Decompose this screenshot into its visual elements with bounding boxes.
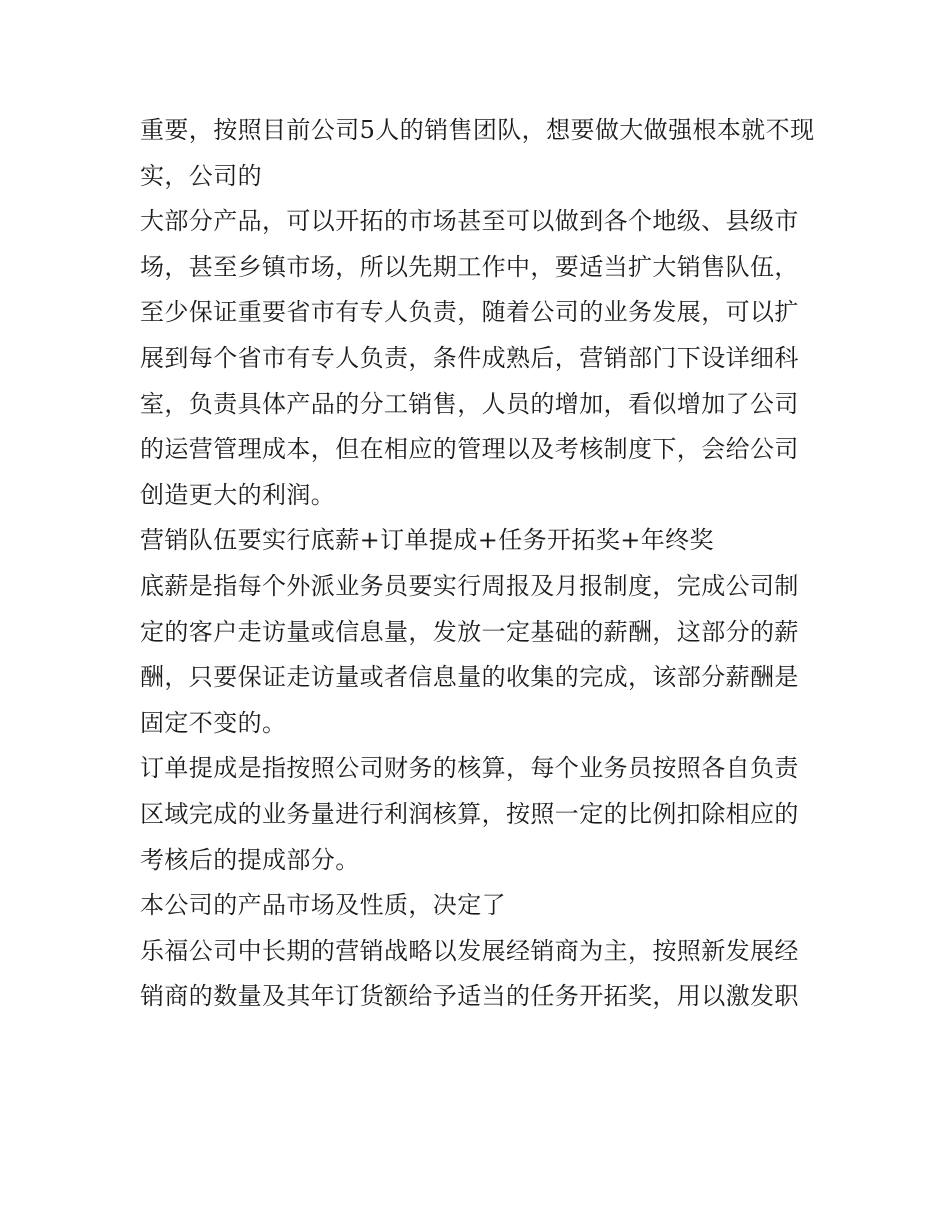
paragraph-dealer-strategy: 乐福公司中长期的营销战略以发展经销商为主，按照新发展经销商的数量及其年订货额给予适当的任务开拓奖，用以激发职: [140, 936, 799, 1011]
paragraph-order-commission: 订单提成是指按照公司财务的核算，每个业务员按照各自负责区域完成的业务量进行利润核算，按照一定的比例扣除相应的考核后的提成部分。: [140, 754, 799, 874]
paragraph-product-market: 本公司的产品市场及性质，决定了: [140, 891, 506, 920]
paragraph-team-size: 重要，按照目前公司5人的销售团队，想要做大做强根本就不现实，公司的: [140, 116, 815, 190]
paragraph-base-salary: 底薪是指每个外派业务员要实行周报及月报制度，完成公司制定的客户走访量或信息量，发放一定基础的薪酬，这部分的薪酬，只要保证走访量或者信息量的收集的完成，该部分薪酬是固定不变的。: [140, 571, 799, 737]
paragraph-compensation-structure: 营销队伍要实行底薪+订单提成+任务开拓奖+年终奖: [140, 526, 714, 555]
document-body: [140, 108, 820, 1020]
paragraph-market-expansion: 大部分产品，可以开拓的市场甚至可以做到各个地级、县级市场，甚至乡镇市场，所以先期工作中，要适当扩大销售队伍，至少保证重要省市有专人负责，随着公司的业务发展，可以扩展到每个省市有专人负责，条件成熟后，营销部门下设详细科室，负责具体产品的分工销售，人员的增加，看似增加了公司的运营管理成本，但在相应的管理以及考核制度下，会给公司创造更大的利润。: [140, 207, 799, 509]
